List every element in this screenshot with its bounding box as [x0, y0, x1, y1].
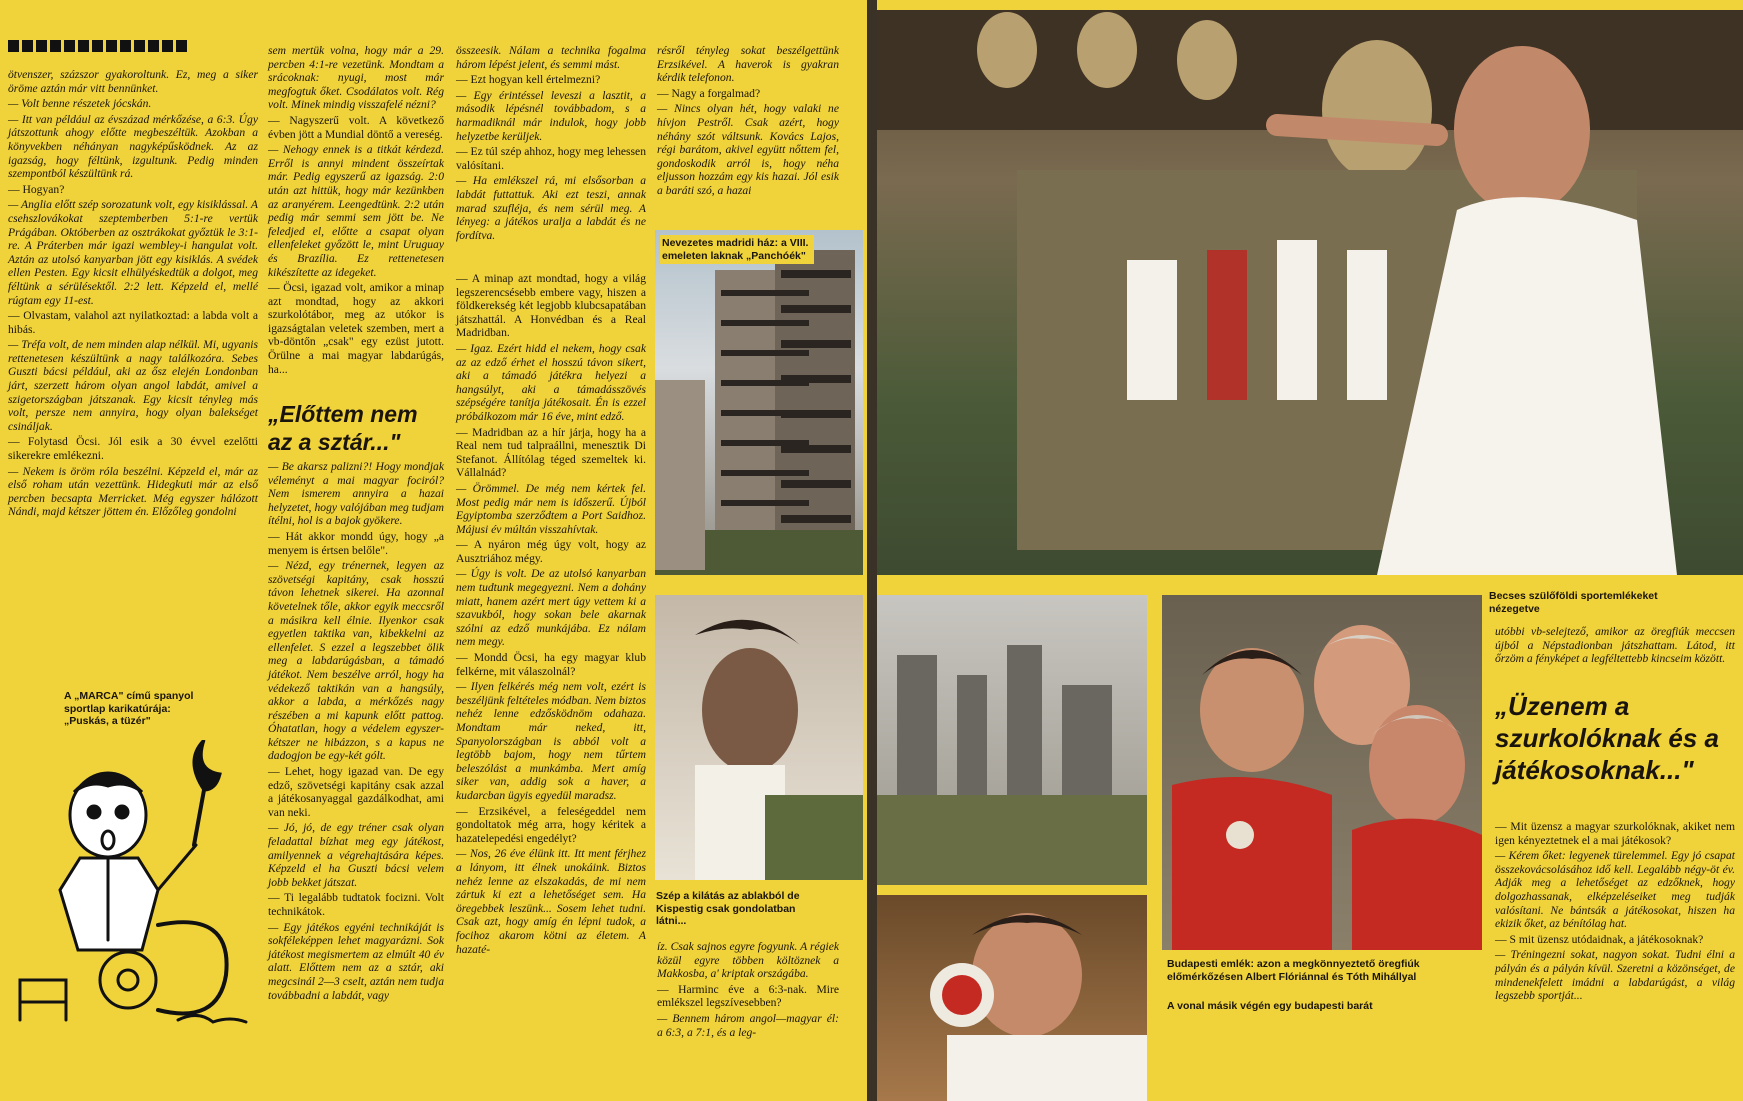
paragraph: — Hát akkor mondd úgy, hogy „a menyem is értsen belőle".	[268, 529, 444, 557]
window-view-photo	[655, 595, 863, 880]
paragraph: — Nos, 26 éve élünk itt. Itt ment férjhez a lányom, itt élnek unokáink. Biztos nehéz lenne az elszakadás, de mi nem zártuk ki ezt a lehetőséget sem. Ha öregebbek leszünk... Sosem lehet tudni. Csak azt, hogy amíg én lépni tudok, a focihoz akarom kötni az életem. A hazaté-	[456, 847, 646, 956]
paragraph: — Folytasd Öcsi. Jól esik a 30 évvel ezelőtti sikerekre emlékezni.	[8, 435, 258, 463]
trophy-photo	[877, 10, 1743, 575]
madrid-building-photo	[655, 230, 863, 575]
paragraph: — S mit üzensz utódaidnak, a játékosoknak?	[1495, 932, 1704, 946]
paragraph: — Nekem is öröm róla beszélni. Képzeld el, már az első roham után vezettünk. Hidegkuti már az első percben becsapta Merricket. Még egyszer hálózott Nándi, majd kétszer jöttem én. Előzőleg gondolni	[8, 464, 258, 519]
paragraph: — Tréningezni sokat, nagyon sokat. Tudni élni a pályán és a pályán kívül. Szeretni a közönséget, de mindenekfelett imádni a labdarúgást, a világ legszebb sportját...	[1495, 948, 1735, 1003]
article-column-2b	[268, 460, 444, 1004]
building-caption: Nevezetes madridi ház: a VIII. emeleten laknak „Panchóék"	[660, 235, 814, 264]
paragraph: — Nincs olyan hét, hogy valaki ne hívjon Pestről. Csak azért, hogy néhány szót váltsunk. Kovács Lajos, régi barátom, akivel együtt nőttem fel, gondoskodik arról is, hogy néha eljusson hozzám egy kis hazai. Jól esik a baráti szó, a hazai	[657, 102, 839, 197]
page-gutter	[867, 0, 877, 1101]
article-column-3b	[456, 272, 646, 958]
paragraph: — Volt benne részetek jócskán.	[8, 97, 152, 111]
paragraph: — Mit üzensz a magyar szurkolóknak, akiket nem igen kényeztetnek el a mai játékosok?	[1495, 820, 1735, 847]
cartoon-caption: A „MARCA" című spanyol sportlap karikatúrája: „Puskás, a tüzér"	[64, 690, 194, 727]
left-page	[0, 0, 867, 1101]
paragraph: — Nagy a forgalmad?	[657, 86, 761, 100]
phone-caption: A vonal másik végén egy budapesti barát	[1167, 1000, 1373, 1012]
budapest-memory-photo	[1162, 595, 1482, 950]
paragraph: utóbbi vb-selejtező, amikor az öregfiúk meccsen újból a Népstadionban játszhattam. Látod, itt őrzöm a fényképet a legféltettebb kincseim között.	[1495, 625, 1735, 666]
paragraph: — Ilyen felkérés még nem volt, ezért is beszéljünk feltételes módban. Nem biztos nehéz lenne edzősködnöm odahaza. Mondtam már neked, itt, Spanyolországban is abból volt a legtöbb bajom, hogy nem tűrtem beleszólást a munkámba. Mert amíg siker van, addig sok a haver, a kudarcban ügyis egyedül maradsz.	[456, 680, 646, 802]
telephone-photo	[877, 895, 1147, 1101]
paragraph: résről tényleg sokat beszélgettünk Erzsikével. A haverok is gyakran kérdik telefonon.	[657, 44, 839, 85]
paragraph: — A minap azt mondtad, hogy a világ legszerencsésebb embere vagy, hiszen a földkerekség két legjobb klubcsapatában játszhattál. A Honvédban és a Real Madridban.	[456, 272, 646, 340]
paragraph: — Lehet, hogy igazad van. De egy edző, szövetségi kapitány csak azzal a játékosanyaggal gazdálkodhat, ami van neki.	[268, 765, 444, 819]
paragraph: — Anglia előtt szép sorozatunk volt, egy kisiklással. A csehszlovákokat szeptemberben 5:1-re vertük Prágában. Októberben az osztrákokat győztük le 3:1-re. A Práterben már igazi wembley-i hangulat volt. Aztán az utolsó kanyarban jött egy kisiklás. A svédek ellen Pesten. Egy kicsit elhülyéskedtük a dolgot, meg féltünk a sérülésektől. 2:2 lett. Képzeld el, mellé rúgtam egy 11-est.	[8, 198, 258, 307]
paragraph: íz. Csak sajnos egyre fogyunk. A régiek közül egyre többen költöznek a Makkosba, a' kriptak országába.	[657, 940, 839, 981]
paragraph: — Jó, jó, de egy tréner csak olyan feladattal bízhat meg egy játékost, amilyennek a végrehajtására képes. Képzeld el ha Guszti bácsi velem jobb bekket játszat.	[268, 821, 444, 889]
paragraph: — Harminc éve a 6:3-nak. Mire emlékszel legszívesebben?	[657, 982, 839, 1010]
trophy-caption: Becses szülőföldi sportemlékeket nézegetve	[1489, 590, 1658, 615]
paragraph: — Nagyszerű volt. A következő évben jött a Mundial döntő a vereség.	[268, 113, 444, 141]
skyline-photo	[877, 595, 1147, 885]
subheading: „Üzenem a szurkolóknak és a játékosoknak..."	[1495, 691, 1719, 785]
article-column-1	[8, 68, 258, 521]
paragraph: — Nehogy ennek is a titkát kérdezd. Erről is annyi mindent összeírtak már. Pedig egyszerű az igazság. 2:0 után azt hittük, hogy már kezünkben az aranyérem. Leengedtünk. 2:2 után pedig már semmi sem jött be. Ne feledjed el, előtte a csapat olyan ellenfeleket győzött le, mint Uruguay és Brazília. Ez rettenetesen kikészítette az idegeket.	[268, 143, 444, 279]
paragraph: — Itt van például az évszázad mérkőzése, a 6:3. Úgy játszottunk ahogy előtte megbeszéltük. Azokban a könyvekben néhányan nagyképűsködnek. Az az igazság, hogy féltünk, izgultunk. Pedig minden szempontból készültünk rá.	[8, 112, 258, 181]
paragraph: — Nézd, egy trénernek, legyen az szövetségi kapitány, csak hosszú távon lehetnek sikerei. Ha azonnal követelnek tőle, akkor egyik meccsről a másikra kell élnie. Ilyenkor csak egyetlen taktika van, kibekkelni az ellenfelet. S ezzel a legszebbet ölik meg a labdarúgásban, a támadó játékot. Nem beszélve arról, hogy ha védekező taktikán van a hangsúly, akkor a labda, a mérkőzés nagy részében a mi kapunk előtt pattog. Óhatatlan, hogy a védelem egyszer-kétszer ne hibázzon, s a kapus ne dadogjon be egy-két gólt.	[268, 559, 444, 763]
paragraph: — Madridban az a hír járja, hogy ha a Real nem tud talpraállni, menesztik Di Stefanot. Állítólag téged szemeltek ki. Vállalnád?	[456, 425, 646, 480]
section-marker-bar	[8, 40, 188, 52]
paragraph: — Be akarsz palizni?! Hogy mondjak véleményt a mai magyar fociról? Nem ismerem annyira a hazai helyzetet, hogy valójában meg tudjam ítélni, hol is a bajok gyökere.	[268, 460, 444, 528]
paragraph: — Ez túl szép ahhoz, hogy meg lehessen valósítani.	[456, 145, 646, 172]
article-column-right	[1495, 820, 1735, 1005]
intro-text	[1495, 625, 1735, 668]
article-column-3a	[456, 44, 646, 244]
paragraph: összeesik. Nálam a technika fogalma három lépést jelent, és semmi mást.	[456, 44, 646, 71]
right-page	[877, 0, 1743, 1101]
paragraph: — Olvastam, valahol azt nyilatkoztad: a labda volt a hibás.	[8, 309, 258, 336]
paragraph: — Egy játékos egyéni technikáját is sokféleképpen lehet magyarázni. Sok játékost megismertem az elmúlt 40 év alatt. Előttem nem az a sztár, aki megcsinál 2—3 cselt, aztán nem tudja továbbadni a labdát, vagy	[268, 920, 444, 1002]
subheading: „Előttem nem az a sztár..."	[268, 401, 418, 455]
paragraph: — A nyáron még úgy volt, hogy az Ausztriához mégy.	[456, 538, 646, 565]
paragraph: — Ti legalább tudtatok focizni. Volt technikátok.	[268, 891, 444, 918]
paragraph: sem mertük volna, hogy már a 29. percben 4:1-re vezetünk. Mondtam a srácoknak: nyugi, most már megfogtuk őket. Csodálatos volt. Rég volt. Minek mindig visszafelé nézni?	[268, 44, 444, 112]
paragraph: — Öcsi, igazad volt, amikor a minap azt mondtad, hogy az akkori szurkolótábor, meg az utókor is igazságtalan veletek szemben, mert a vb-döntőn „csak" egy ezüst jutott. Örülne a mai magyar labdarúgás, ha...	[268, 281, 444, 376]
paragraph: — Egy érintéssel leveszi a lasztit, a második lépésnél továbbadom, s a harmadiknál már indulok, hogy jobb helyzetbe kerüljek.	[456, 88, 646, 143]
paragraph: ötvenszer, százszor gyakoroltunk. Ez, meg a siker öröme aztán már vitt bennünket.	[8, 68, 258, 95]
paragraph: — Kérem őket: legyenek türelemmel. Egy jó csapat összekovácsolásához idő kell. Legalább négy-öt év. Adják meg a lehetőséget az edzőknek, hogy dolgozhassanak, elképzeléseiket meg tudják valósítani. Ne bántsák a játékosokat, hiszen ha ekizik őket, az bénítólag hat.	[1495, 849, 1735, 931]
cartoon-illustration	[8, 740, 258, 1030]
paragraph: — Örömmel. De még nem kértek fel. Most pedig már nem is időszerű. Újból Egyiptomba szerződtem a Port Saidhoz. Májusi év múltán visszahívtak.	[456, 481, 646, 536]
paragraph: — Tréfa volt, de nem minden alap nélkül. Mi, ugyanis rettenetesen készültünk a nagy találkozóra. Sebes Guszti bácsi például, aki az ősz elején Londonban járt, szerzett három olyan angol labdát, amivel a szigetországban játszanak. Egy kicsit tényleg más volt, persze nem annyira, hogy olyan balekséget csináljak.	[8, 338, 258, 433]
paragraph: — Hogyan?	[8, 182, 65, 196]
window-caption: Szép a kilátás az ablakból de Kispestig csak gondolatban látni...	[656, 890, 800, 927]
paragraph: — Bennem három angol—magyar él: a 6:3, a 7:1, és a leg-	[657, 1011, 839, 1039]
article-column-4a	[657, 44, 839, 200]
paragraph: — Úgy is volt. De az utolsó kanyarban nem tudtunk megegyezni. Nem a dohány miatt, hanem azért mert úgy vettem ki a szavukból, hogy sokan bele akarnak szólni az edző munkájába. Ez nálam nem megy.	[456, 567, 646, 649]
article-column-4b	[657, 940, 839, 1041]
paragraph: — Mondd Öcsi, ha egy magyar klub felkérne, mit válaszolnál?	[456, 651, 646, 678]
paragraph: — Erzsikével, a feleségeddel nem gondoltatok még arra, hogy kéritek a hazatelepedési engedélyt?	[456, 804, 646, 845]
paragraph: — Igaz. Ezért hidd el nekem, hogy csak az az edző érhet el hosszú távon sikert, aki a támadó játékra helyezi a hangsúlyt, aki a támadásszövés szépségére tanítja játékosait. Én is ezzel próbálkozom már 16 éve, mint edző.	[456, 341, 646, 423]
paragraph: — Ezt hogyan kell értelmezni?	[456, 73, 601, 87]
article-column-2a	[268, 44, 444, 378]
budapest-caption: Budapesti emlék: azon a megkönnyeztető öregfiúk előmérkőzésen Albert Flóriánnal és Tóth Mihállyal	[1167, 958, 1420, 983]
paragraph: — Ha emlékszel rá, mi elsősorban a labdát futtattuk. Aki ezt teszi, annak marad szufléja, és nem sérül meg. A lényeg: a játékos uralja a labdát és ne fordítva.	[456, 174, 646, 242]
